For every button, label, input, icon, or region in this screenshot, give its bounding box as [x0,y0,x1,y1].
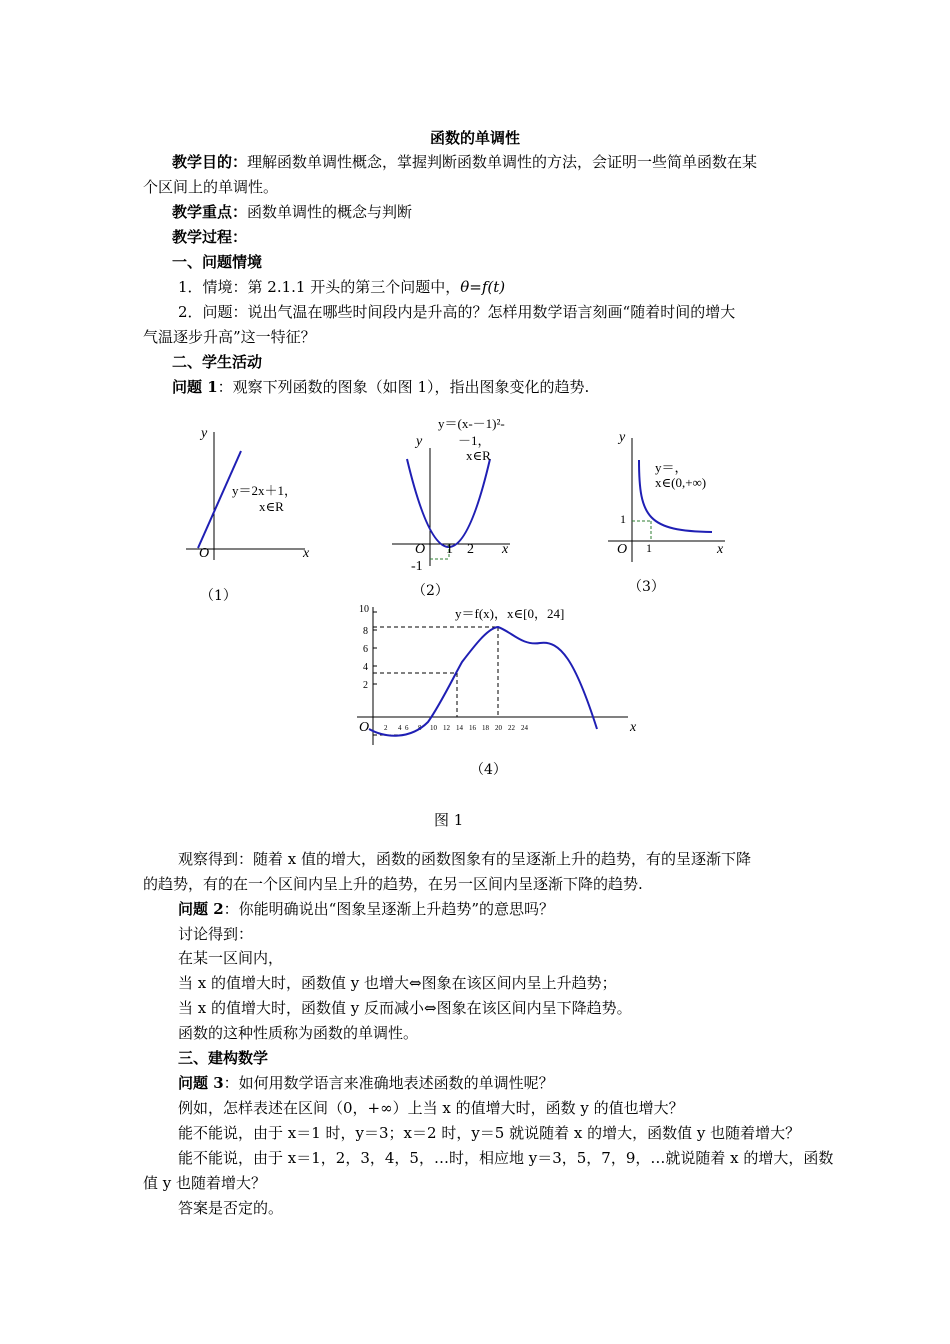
x-tick-14: 14 [456,724,463,732]
figure-caption: 图 1 [434,811,464,829]
tick-neg1: -1 [411,559,423,574]
x-label: x [630,720,637,735]
origin-label: O [617,542,628,557]
origin-label: O [359,720,370,735]
y-tick-2: 2 [363,680,368,691]
example-line-2: 能不能说，由于 x＝1 时，y＝3；x＝2 时，y＝5 就说随着 x 的增大，函数值 y 也随着增大？ [178,1124,801,1142]
section-heading-2: 二、学生活动 [172,353,263,371]
equation-line-1: y＝2x＋1， [232,483,298,498]
discussion-label: 讨论得到： [178,925,254,943]
equation-line-2: x∈R [259,499,284,514]
discussion-line-1: 在某一区间内， [178,949,284,967]
equation-line-2: －1， [458,433,491,448]
y-tick-4: 4 [363,662,368,673]
x-tick-4: 4 [398,724,402,732]
x-tick-2: 2 [384,724,388,732]
answer-line: 答案是否定的。 [178,1199,284,1217]
y-label: y [201,426,208,441]
x-tick-20: 20 [495,724,502,732]
graph-reciprocal [608,430,725,562]
y-tick-6: 6 [363,644,368,655]
teaching-process-label: 教学过程： [172,228,248,246]
page-title: 函数的单调性 [429,129,520,147]
tick-y-1: 1 [620,512,626,526]
discussion-line-3: 当 x 的值增大时，函数值 y 反而减小⇔图象在该区间内呈下降趋势。 [178,999,632,1017]
discussion-line-4: 函数的这种性质称为函数的单调性。 [178,1024,419,1042]
x-tick-12: 12 [443,724,450,732]
y-label: y [619,430,626,445]
x-tick-10: 10 [430,724,437,732]
question-item: 2．问题：说出气温在哪些时间段内是升高的？怎样用数学语言刻画“随着时间的增大 [178,303,736,321]
tick-2: 2 [467,542,474,557]
graph-temperature [357,604,637,745]
caption-2: （2） [412,583,449,599]
y-tick-8: 8 [363,626,368,637]
parabola-curve [407,459,490,547]
discussion-line-2: 当 x 的值增大时，函数值 y 也增大⇔图象在该区间内呈上升趋势； [178,974,617,992]
section-heading-1: 一、问题情境 [172,253,263,271]
graph-quadratic [392,416,510,574]
teaching-goal-cont: 个区间上的单调性。 [143,178,279,196]
linear-curve [198,451,241,548]
x-tick-8: 8 [418,724,422,732]
observation-line-2: 的趋势，有的在一个区间内呈上升的趋势，在另一区间内呈逐渐下降的趋势. [143,875,643,893]
teaching-goal: 教学目的：理解函数单调性概念，掌握判断函数单调性的方法，会证明一些简单函数在某 [172,153,758,171]
observation-line-1: 观察得到：随着 x 值的增大，函数的函数图象有的呈逐渐上升的趋势，有的呈逐渐下降 [178,850,751,868]
example-line-3-cont: 值 y 也随着增大？ [143,1174,267,1192]
problem-3: 问题 3：如何用数学语言来准确地表述函数的单调性呢？ [178,1074,554,1092]
origin-label: O [199,546,210,561]
problem-2: 问题 2：你能明确说出“图象呈逐渐上升趋势”的意思吗？ [178,900,555,918]
x-tick-24: 24 [521,724,528,732]
problem-1: 问题 1：观察下列函数的图象（如图 1），指出图象变化的趋势. [172,378,590,396]
equation-line-2: x∈(0,+∞) [655,475,707,490]
x-label: x [303,546,310,561]
situation-item: 1．情境：第 2.1.1 开头的第三个问题中，θ=f(t) [178,278,506,296]
caption-3: （3） [628,579,665,595]
y-label: y [416,434,423,449]
x-tick-6: 6 [405,724,409,732]
caption-4: （4） [470,762,507,778]
section-heading-3: 三、建构数学 [178,1049,269,1067]
graph-linear [186,426,310,561]
x-tick-18: 18 [482,724,489,732]
caption-1: （1） [200,588,237,604]
y-tick-10: 10 [359,604,369,615]
temperature-curve [369,627,597,736]
equation-line-3: x∈R [466,448,491,463]
example-line-1: 例如，怎样表述在区间（0，+∞）上当 x 的值增大时，函数 y 的值也增大？ [178,1099,684,1117]
x-label: x [717,542,724,557]
equation-line-1: y＝， [655,460,688,475]
tick-x-1: 1 [646,541,652,555]
x-tick-22: 22 [508,724,515,732]
question-item-cont: 气温逐步升高”这一特征？ [143,328,316,346]
equation: y＝f(x)，x∈[0，24] [455,606,565,621]
example-line-3: 能不能说，由于 x＝1，2，3，4，5，…时，相应地 y＝3，5，7，9，…就说随着 x 的增大，函数 [178,1149,834,1167]
origin-label: O [415,542,426,557]
x-tick-16: 16 [469,724,476,732]
x-label: x [502,542,509,557]
equation-line-1: y＝(x-－1)²- [438,416,505,431]
teaching-focus: 教学重点：函数单调性的概念与判断 [172,203,413,221]
tick-1: 1 [446,542,453,557]
